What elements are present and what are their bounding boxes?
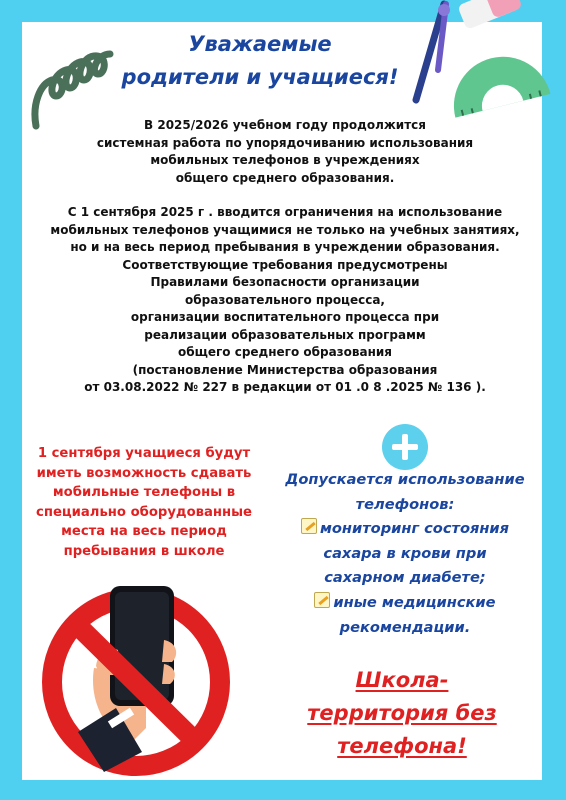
notice-line: 1 сентября учащиеся будут <box>37 446 251 461</box>
plus-icon <box>382 424 428 470</box>
allowed-item-1: мониторинг состояния <box>272 517 538 542</box>
title-line-1: Уважаемые <box>188 32 332 56</box>
slogan-line: Школа- <box>355 668 449 692</box>
intro-line: общего среднего образования. <box>175 170 395 185</box>
slogan-line: телефона! <box>337 734 467 758</box>
details-line: (постановление Министерства образования <box>132 362 438 377</box>
notice-line: мобильные телефоны в <box>52 485 236 501</box>
slogan <box>262 664 542 763</box>
allowed-item-1-cont: сахарном диабете; <box>324 569 486 587</box>
pencil-memo-icon <box>301 518 317 534</box>
details-line: мобильных телефонов учащимися не только на учебных занятиях, <box>50 222 520 237</box>
details-line: С 1 сентября 2025 г . вводится ограничения на использование <box>67 205 503 219</box>
intro-line: системная работа по упорядочиванию использования <box>96 135 474 150</box>
allowed-heading-2: телефонов: <box>355 495 455 513</box>
intro-line: В 2025/2026 учебном году продолжится <box>144 118 426 132</box>
eraser-icon <box>456 0 526 34</box>
protractor-icon <box>446 38 556 118</box>
details-line: реализации образовательных программ <box>144 327 426 342</box>
details-line: образовательного процесса, <box>185 292 385 307</box>
allowed-item-2: иные медицинские <box>272 591 538 616</box>
intro-line: мобильных телефонов в учреждениях <box>150 153 420 167</box>
allowed-item-2-cont: рекомендации. <box>339 618 471 636</box>
details-paragraph <box>40 204 530 397</box>
details-line: организации воспитательного процесса при <box>130 310 440 324</box>
pencil-memo-icon <box>314 592 330 608</box>
details-line: но и на весь период пребывания в учреждении образования. <box>70 240 500 254</box>
intro-paragraph <box>40 117 530 187</box>
phone-handover-notice <box>28 444 260 562</box>
details-line: Правилами безопасности организации <box>150 275 420 289</box>
notice-line: пребывания в школе <box>63 543 225 559</box>
title-line-2: родители и учащиеся! <box>121 65 399 89</box>
details-line: от 03.08.2022 № 227 в редакции от 01 .0 8 .2025 № 136 ). <box>84 380 486 394</box>
notice-line: иметь возможность сдавать <box>36 465 252 481</box>
no-phone-sign-icon <box>38 582 234 778</box>
allowed-use-block <box>272 468 538 640</box>
notice-line: специально оборудованные <box>36 504 252 520</box>
allowed-heading: Допускается использование <box>285 471 525 488</box>
notice-line: места на весь период <box>61 524 227 540</box>
details-line: Соответствующие требования предусмотрены <box>122 257 448 272</box>
allowed-item-1-cont: сахара в крови при <box>323 544 487 562</box>
details-line: общего среднего образования <box>178 345 392 359</box>
slogan-line: территория без <box>307 701 497 725</box>
